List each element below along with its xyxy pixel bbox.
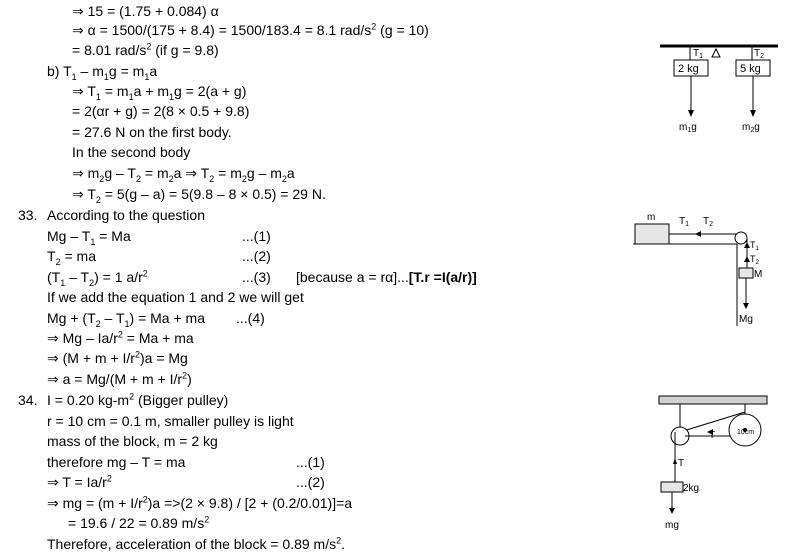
block-2kg — [661, 482, 683, 492]
t2-label: $T_2$ — [754, 48, 765, 60]
t1-label: $T_1$ — [679, 216, 690, 228]
radius-label: 10cm — [737, 429, 755, 436]
pulley — [735, 232, 747, 244]
eq-line: $T_2$ = ma — [47, 248, 96, 267]
eq-line: $Mg + (T_2 - T_1) = Ma$ + ma — [47, 310, 205, 329]
t1-right-label: $T_1$ — [750, 240, 759, 252]
figure-table-pulley — [625, 208, 775, 328]
eq-line: ⇒ $(M + m + I/r^2)a = Mg$ — [47, 349, 188, 366]
block-M — [739, 268, 753, 278]
eq-tag: ...(1) — [242, 228, 271, 244]
weight-label: Mg — [739, 314, 753, 325]
eq-line: ⇒ α = 1500/(175 + 8.4) = 1500/183.4 = 8.1 rad/$s^2$ (g = 10) — [72, 21, 429, 38]
question-number: 34. — [18, 392, 38, 408]
eq-line: ⇒ $T_1 = m_1a + m_1g = 2(a + g)$ — [72, 83, 247, 102]
weight-label: mg — [665, 520, 679, 531]
eq-line: Therefore, acceleration of the block = 0.89 $m/s^2$. — [47, 535, 346, 552]
svg-text:5 kg: 5 kg — [740, 63, 761, 75]
svg-text:m: m — [647, 212, 656, 223]
eq-line: According to the question — [47, 207, 205, 223]
eq-line: = 8.01 rad/$s^2$ (if g = 9.8) — [72, 41, 219, 58]
eq-line: $(T_1 - T_2) = 1$ $a/r^2$ — [47, 268, 148, 288]
eq-line: ⇒ $T_2 = 5(g - a) = 5(9.8 - 8 \times 0.5) = 29$ N. — [72, 186, 326, 205]
ceiling — [659, 396, 767, 404]
eq-line: ⇒ mg = $(m + I/r^2)a =>(2 \times 9.8) / [2 + (0.2/0.01)]=a$ — [47, 494, 353, 511]
eq-line: r = 10 cm = 0.1 m, smaller pulley is light — [47, 413, 294, 429]
t2-label: $T_2$ — [703, 216, 714, 228]
eq-line: If we add the equation 1 and 2 we will get — [47, 289, 304, 305]
eq-line: ⇒ $a = Mg/(M + m + I/r^2)$ — [47, 370, 192, 387]
t2-right-label: $T_2$ — [750, 254, 759, 266]
eq-tag: ...(2) — [242, 248, 271, 264]
t1-label: $T_1$ — [693, 48, 704, 60]
weight-1-label: $m_1g$ — [679, 122, 697, 134]
eq-tag: ...(4) — [236, 310, 265, 326]
eq-note: [because a = rα]...[T.r =I(a/r)] — [296, 269, 477, 285]
figure-two-pulleys — [655, 392, 775, 532]
eq-line: = 19.6 / 22 = 0.89 $m/s^2$ — [68, 514, 210, 531]
block-m — [635, 224, 669, 244]
eq-line: mass of the block, m = 2 kg — [47, 433, 218, 449]
t-label: T — [709, 430, 716, 441]
eq-line: $Mg - T_1 = Ma$ — [47, 228, 131, 247]
eq-tag: ...(1) — [296, 454, 325, 470]
eq-line: ⇒ $m_2g - T_2 = m_2a$ ⇒ $T_2 = m_2g - m_2a$ — [72, 165, 295, 184]
eq-line: ⇒ 15 = (1.75 + 0.084) α — [72, 3, 219, 19]
question-number: 33. — [18, 207, 38, 223]
eq-tag: ...(3) — [242, 269, 271, 285]
eq-line: = 27.6 N on the first body. — [72, 124, 232, 140]
eq-line: = 2(αr + g) = 2(8 × 0.5 + 9.8) — [72, 103, 250, 119]
eq-tag: ...(2) — [296, 474, 325, 490]
figure-balance — [660, 38, 780, 138]
eq-line: ⇒ $Mg - Ia/r^2 = Ma$ + ma — [47, 329, 194, 346]
eq-line: In the second body — [72, 144, 191, 160]
eq-line: b) $T_1 - m_1g = m_1a$ — [47, 63, 158, 82]
svg-text:2kg: 2kg — [683, 483, 700, 494]
weight-2-label: $m_2g$ — [742, 122, 760, 134]
eq-line: I = 0.20 $kg-m^2$ (Bigger pulley) — [47, 391, 229, 408]
eq-line: therefore mg – T = ma — [47, 454, 186, 470]
eq-line: ⇒ $T = Ia/r^2$ — [47, 473, 112, 490]
t-vertical-label: T — [678, 458, 685, 469]
svg-text:2 kg: 2 kg — [678, 63, 699, 75]
svg-text:M: M — [754, 269, 763, 280]
